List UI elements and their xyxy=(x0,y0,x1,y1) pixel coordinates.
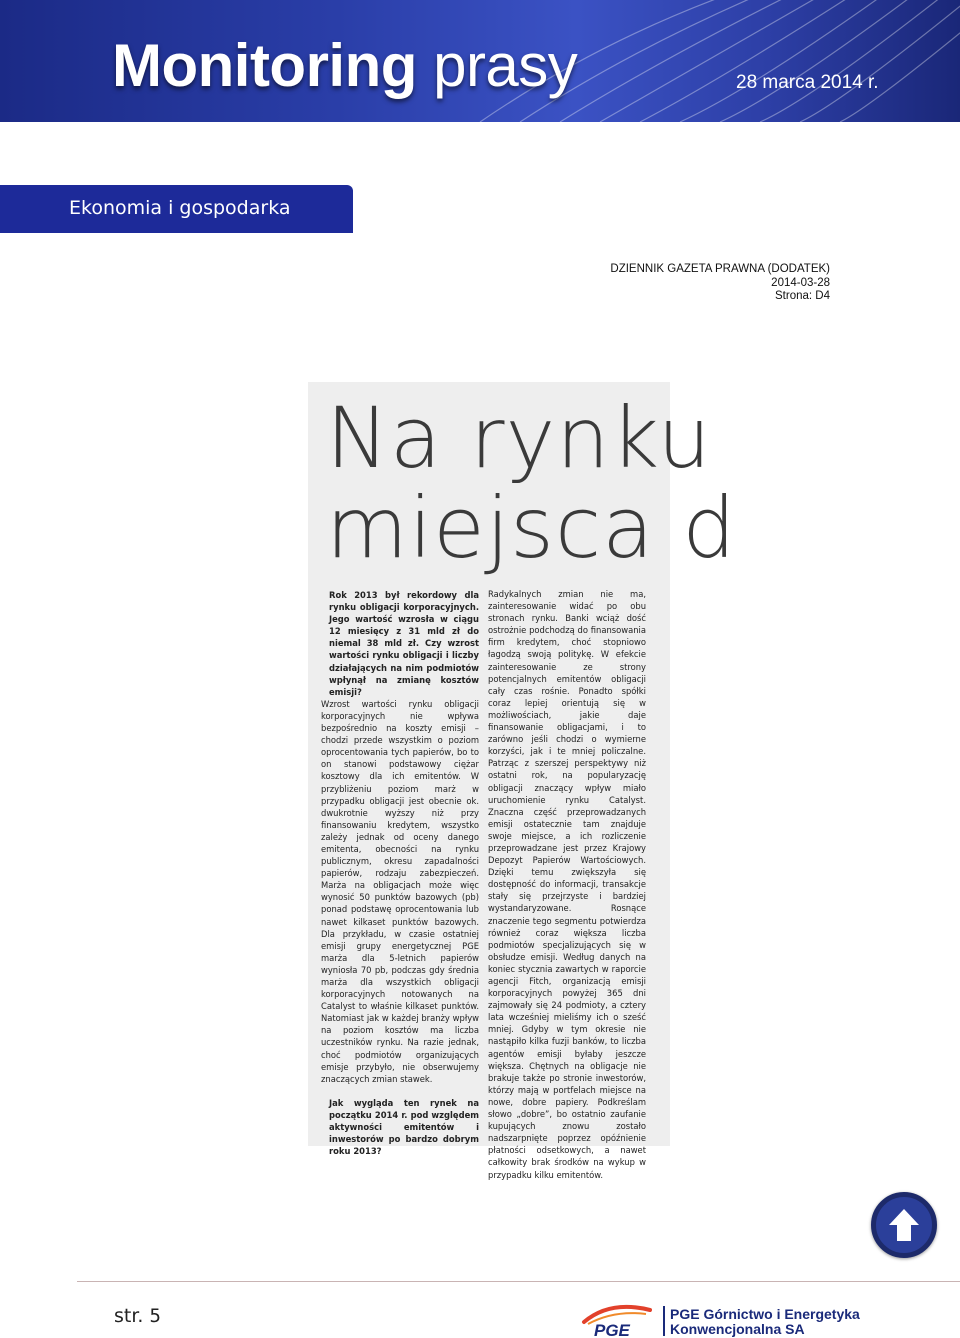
publication-page: Strona: D4 xyxy=(775,290,830,302)
company-name-line-1: PGE Górnictwo i Energetyka xyxy=(670,1306,860,1322)
scroll-to-top-button[interactable] xyxy=(871,1192,937,1258)
article-question-2: Jak wygląda ten rynek na początku 2014 r. pod względem aktywności emitentów i inwestorów po bardzo dobrym roku 2013? xyxy=(329,1097,479,1157)
page-number-value: 5 xyxy=(149,1305,161,1327)
page-label: str. xyxy=(114,1305,144,1327)
article-answer-1: Wzrost wartości rynku obligacji korporacyjnych nie wpływa bezpośrednio na koszty emisji – chodzi przede wszystkim o poziom oprocentowania tych papierów, bo to on stanowi podstawowy ciężar kosztowy dla ich emitentów. W przybliżeniu poziom marż w przypadku obligacji jest obecnie ok. dwukrotnie wyższy niż przy finansowaniu kredytem, wszystko zależy jednak od oceny danego emitenta, obecności na rynku publicznym, okresu zapadalności papierów, rodzaju zabezpieczeń. Marża na obligacjach może więc wynosić 50 punktów bazowych (pb) ponad podstawę oprocentowania lub nawet kilkaset punktów bazowych. Dla przykładu, w czasie ostatniej emisji grupy energetycznej PGE marża dla 5-letnich papierów wyniosła 70 pb, podczas gdy średnia marża dla wszystkich obligacji korporacyjnych notowanych na Catalyst to właśnie kilkaset punktów. Natomiast jak w każdej branży wpływ na poziom kosztów ma liczba uczestników rynku. Na razie jednak, choć podmiotów organizujących emisje przybyło, nie obserwujemy znaczących zmian stawek. xyxy=(321,698,479,1084)
press-clipping xyxy=(308,382,737,1180)
article-answer-2: Radykalnych zmian nie ma, zainteresowanie widać po obu stronach rynku. Banki wciąż dość ostrożnie podchodzą do finansowania firm kredytem, choć stopniowo łagodzą swoją politykę. W efekcie zainteresowanie ze strony potencjalnych emitentów obligacji cały czas rośnie. Ponadto spółki coraz lepiej orientują się w możliwościach, jakie daje finansowanie obligacjami, i to zarówno jeśli chodzi o wymierne korzyści, jak i te mniej policzalne. Patrząc z szerszej perspektywy niż ostatni rok, na popularyzację obligacji znaczący wpływ miało uruchomienie rynku Catalyst. Znaczna część przeprowadzanych emisji ostatecznie tam znajduje swoje miejsce, a ich rozliczenie przeprowadzane jest przez Krajowy Depozyt Papierów Wartościowych. Dzięki temu zwiększyła się dostępność do informacji, transakcje stały się przejrzyste i bardziej wystandaryzowane. Rosnące znaczenie tego segmentu potwierdza również coraz większa liczba podmiotów specjalizujących się w obsłudze emisji. Według danych na koniec stycznia zawartych w raporcie agencji Fitch, organizacją emisji korporacyjnych powyżej 365 dni zajmowały się 24 podmioty, a cztery lata wcześniej mieliśmy ich o sześć mniej. Gdyby w tym okresie nie nastąpiło kilka fuzji banków, to liczba agentów emisji byłaby jeszcze większa. Chętnych na obligacje nie brakuje także po stronie inwestorów, którzy mają w portfelach miejsce na nowe, dobre papiery. Podkreślam słowo „dobre”, bo ostatnio zaufanie kupujących znowu zostało nadszarpnięte poprzez opóźnienie płatności odsetkowych, a nawet całkowity brak środków na wykup w przypadku kilku emitentów. xyxy=(488,589,646,1180)
company-name-line-2: Konwencjonalna SA xyxy=(670,1321,805,1337)
page-number xyxy=(114,1307,161,1326)
title-rest: prasy xyxy=(433,32,578,99)
footer-divider xyxy=(77,1281,960,1282)
article-column-left xyxy=(321,589,479,1157)
header-banner xyxy=(0,0,960,122)
arrow-up-circle-icon xyxy=(885,1206,923,1244)
article-lead: Rok 2013 był rekordowy dla rynku obligacji korporacyjnych. Jego wartość wzrosła w ciągu 12 miesięcy z 31 mld zł do niemal 38 mld zł. Czy wzrost wartości rynku obligacji i liczby działających na nim podmiotów wpłynął na zmianę kosztów emisji? xyxy=(329,590,479,697)
publication-name: DZIENNIK GAZETA PRAWNA (DODATEK) xyxy=(610,263,830,275)
logo-separator xyxy=(663,1306,665,1336)
svg-text:PGE: PGE xyxy=(594,1321,630,1338)
header-date: 28 marca 2014 r. xyxy=(736,72,879,93)
publication-date: 2014-03-28 xyxy=(771,276,830,289)
source-info xyxy=(610,263,830,304)
section-tab: Ekonomia i gospodarka xyxy=(0,185,353,233)
headline-line-2: miejsca d xyxy=(326,479,737,577)
company-name xyxy=(670,1307,860,1337)
page-title xyxy=(112,32,578,99)
pge-logo xyxy=(580,1300,670,1338)
headline-line-1: Na rynku xyxy=(326,389,712,487)
article-column-right xyxy=(488,588,646,1181)
title-bold: Monitoring xyxy=(112,32,417,99)
